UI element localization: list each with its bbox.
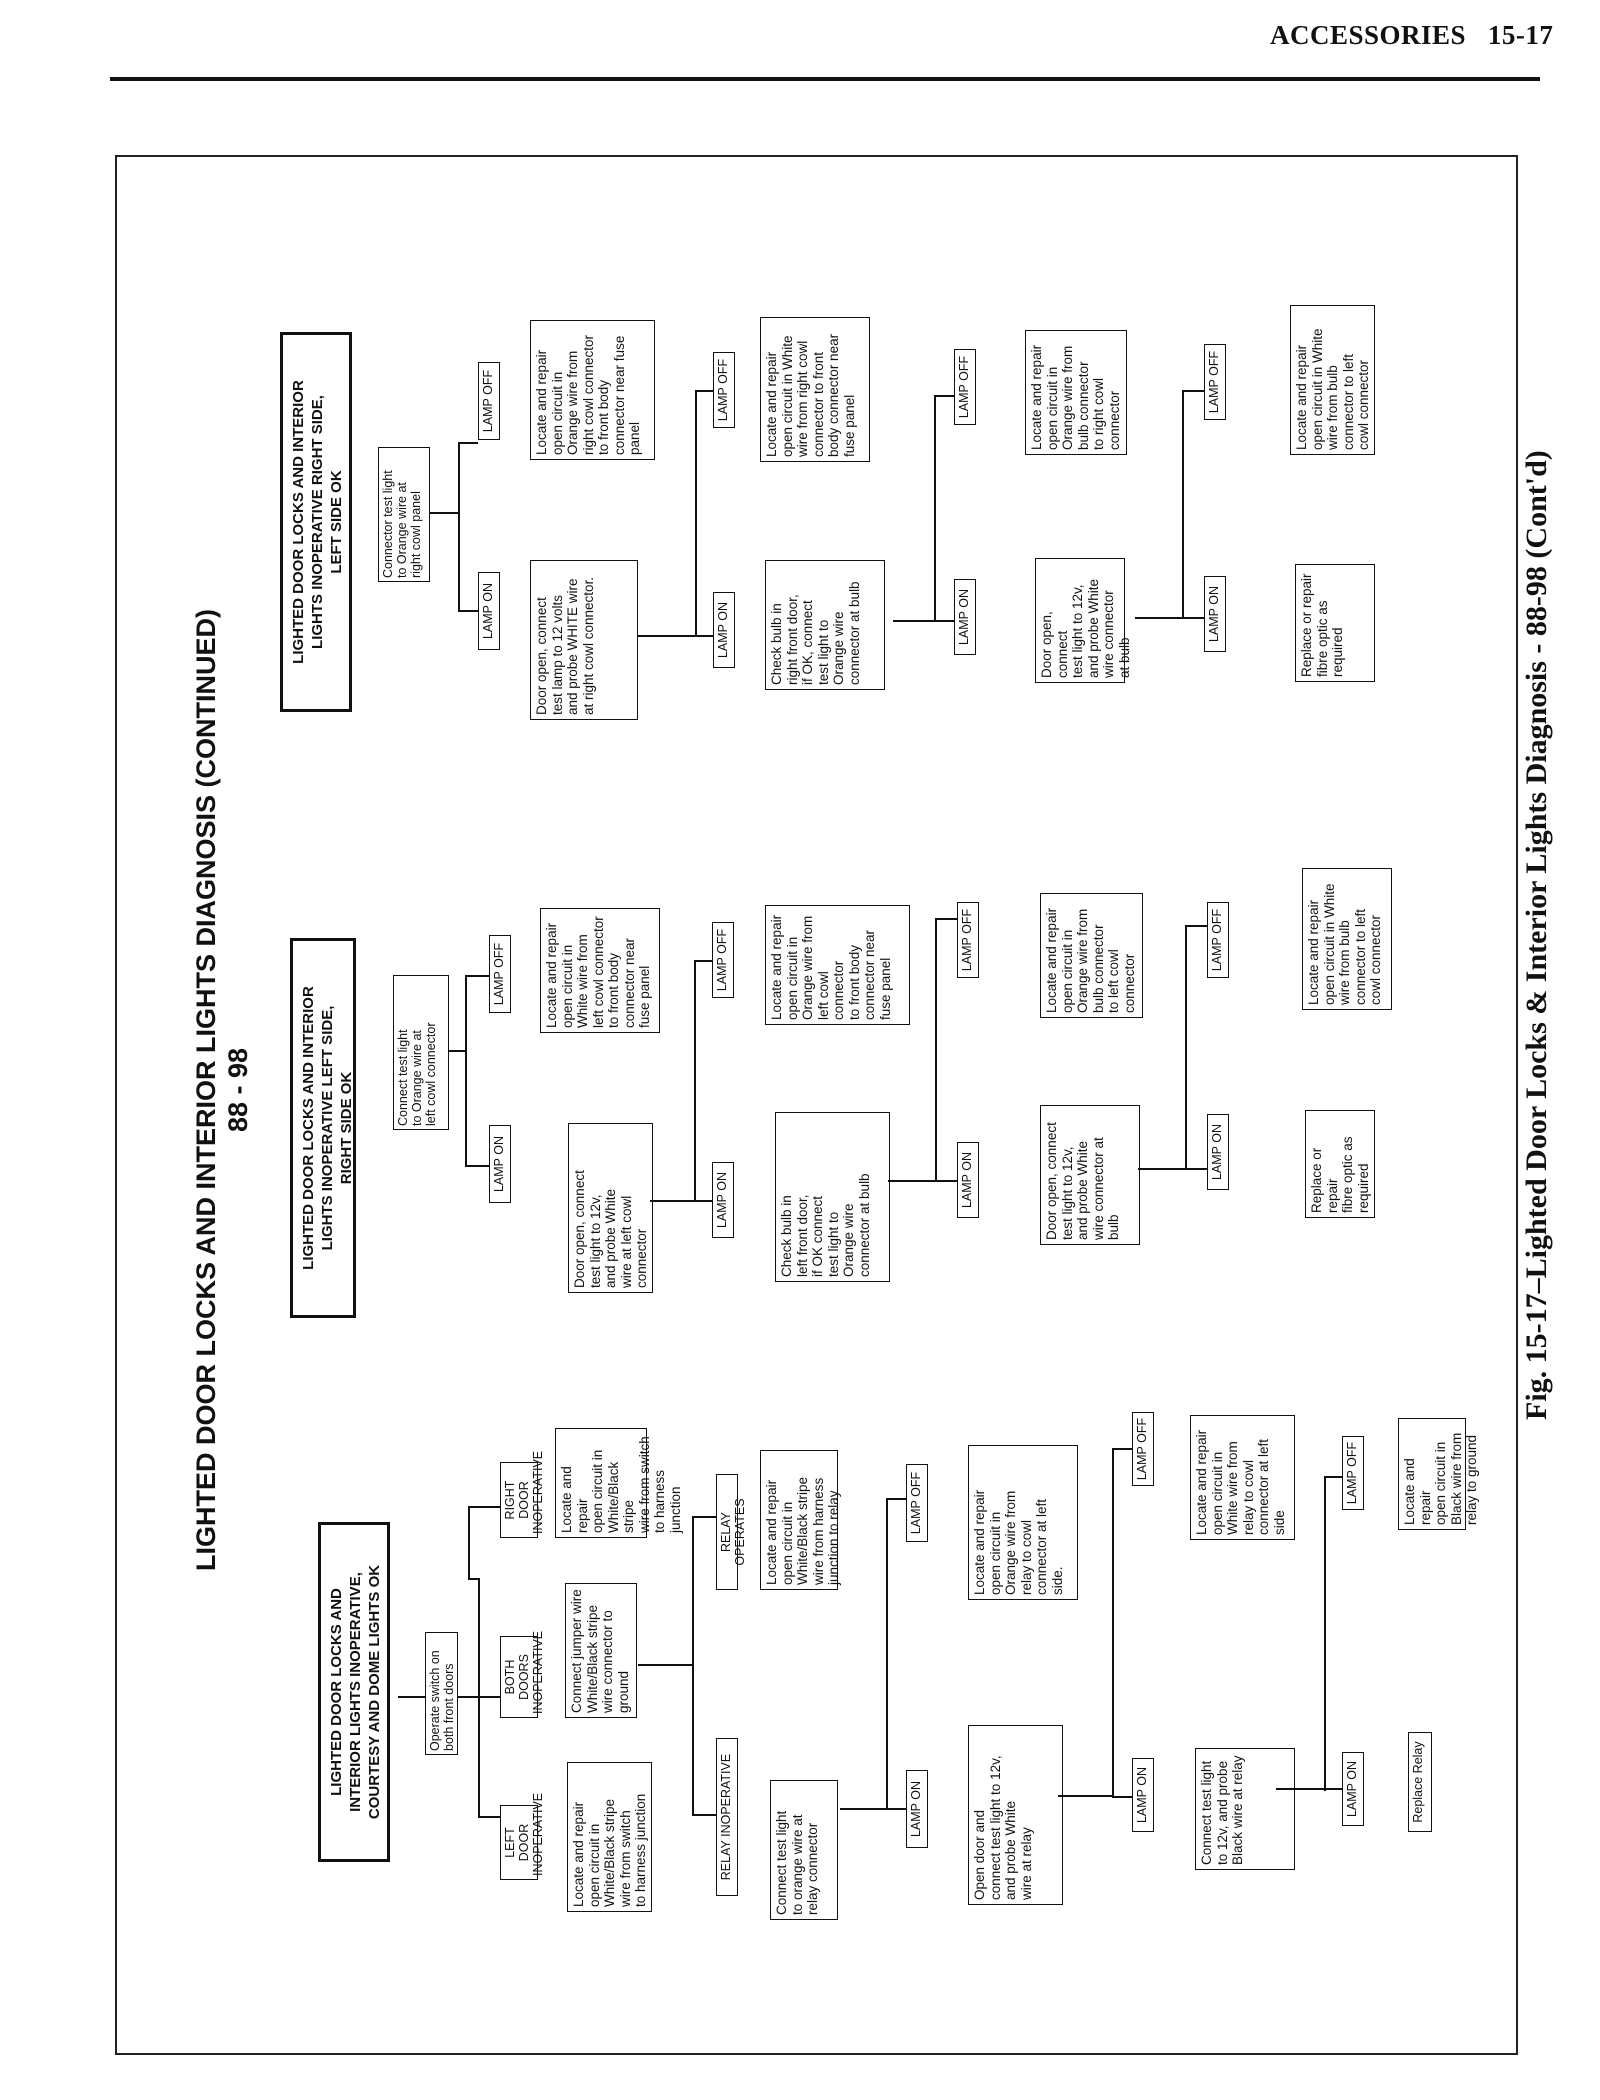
chart1-s3-lamp-on: LAMP ON bbox=[906, 1770, 928, 1848]
connector bbox=[886, 1808, 906, 1810]
connector bbox=[1112, 1796, 1132, 1798]
connector bbox=[935, 918, 937, 1182]
connector bbox=[1058, 1795, 1113, 1797]
connector bbox=[1112, 1448, 1114, 1798]
chart3-s4-lamp-off: LAMP OFF bbox=[1204, 344, 1226, 420]
chart1-s5-on-action[interactable]: Replace Relay bbox=[1408, 1732, 1432, 1832]
connector bbox=[468, 1506, 470, 1578]
chart3-s2-lamp-on: LAMP ON bbox=[713, 592, 735, 668]
connector bbox=[1182, 390, 1204, 392]
chart1-s5-off-action: Locate and repair open circuit in Black wire from relay to ground bbox=[1398, 1418, 1466, 1530]
connector bbox=[448, 1050, 466, 1052]
connector bbox=[650, 1200, 695, 1202]
connector bbox=[478, 1816, 500, 1818]
chart2-s4-on-action: Replace or repair fibre optic as required bbox=[1305, 1110, 1375, 1218]
chart2-s3-off-action: Locate and repair open circuit in Orange wire from bulb connector to left cowl connector bbox=[1040, 893, 1143, 1018]
chart3-s2-off-action: Locate and repair open circuit in White wire from right cowl connector to front body connector near fuse panel bbox=[760, 317, 870, 462]
connector bbox=[935, 918, 957, 920]
connector bbox=[692, 1814, 716, 1816]
chart2-s1-on-action: Door open, connect test light to 12v, and probe White wire at left cowl connector bbox=[568, 1123, 653, 1293]
connector bbox=[1324, 1476, 1326, 1791]
chart1-s3-lamp-off: LAMP OFF bbox=[906, 1464, 928, 1542]
connector bbox=[695, 635, 713, 637]
chart2-s1-lamp-off: LAMP OFF bbox=[489, 935, 511, 1013]
connector bbox=[458, 442, 478, 444]
chart3-s1-on-action: Door open, connect test lamp to 12 volts and probe WHITE wire at right cowl connector. bbox=[530, 560, 638, 720]
connector bbox=[465, 975, 489, 977]
chart3-s1-lamp-off: LAMP OFF bbox=[478, 362, 500, 440]
chart3-s4-off-action: Locate and repair open circuit in White wire from bulb connector to left cowl connector bbox=[1290, 305, 1375, 455]
header-page-number: 15-17 bbox=[1487, 20, 1554, 50]
connector bbox=[1112, 1448, 1132, 1450]
connector bbox=[638, 1664, 693, 1666]
chart2-s1-lamp-on: LAMP ON bbox=[489, 1125, 511, 1203]
connector bbox=[468, 1506, 500, 1508]
header-section: ACCESSORIES bbox=[1270, 20, 1467, 50]
connector bbox=[430, 512, 460, 514]
connector bbox=[1185, 925, 1207, 927]
connector bbox=[458, 1696, 500, 1698]
chart1-right-door-action: Locate and repair open circuit in White/Black stripe wire from switch to harness junction bbox=[555, 1428, 647, 1538]
chart1-s4-lamp-off: LAMP OFF bbox=[1132, 1412, 1154, 1486]
connector bbox=[398, 1696, 426, 1698]
chart2-s3-lamp-off: LAMP OFF bbox=[957, 902, 979, 978]
chart2-s2-off-action: Locate and repair open circuit in Orange wire from left cowl connector to front body connector near fuse panel bbox=[765, 905, 910, 1025]
chart3-s2-on-action: Check bulb in right front door, if OK, connect test light to Orange wire connector at bulb bbox=[765, 560, 885, 690]
chart1-both-doors-label: BOTH DOORS INOPERATIVE bbox=[500, 1636, 538, 1718]
connector bbox=[934, 620, 954, 622]
chart2-s1-off-action: Locate and repair open circuit in White wire from left cowl connector to front body connector near fuse panel bbox=[540, 908, 660, 1033]
chart1-left-door-action: Locate and repair open circuit in White/Black stripe wire from switch to harness junction bbox=[567, 1762, 652, 1912]
chart1-s4-on-action: Connect test light to 12v, and probe Black wire at relay bbox=[1195, 1748, 1295, 1870]
chart3-s3-on-action: Door open, connect test light to 12v, and probe White wire connector at bulb bbox=[1035, 558, 1125, 683]
chart2-s2-lamp-off: LAMP OFF bbox=[712, 922, 734, 998]
chart1-s3-off-action: Locate and repair open circuit in Orange wire from relay to cowl connector at left side. bbox=[968, 1445, 1078, 1600]
connector bbox=[1324, 1476, 1342, 1478]
chart3-s2-lamp-off: LAMP OFF bbox=[713, 352, 735, 428]
connector bbox=[1185, 925, 1187, 1170]
connector bbox=[694, 1200, 712, 1202]
chart1-relay-operates-action: Locate and repair open circuit in White/Black stripe wire from harness junction to relay bbox=[760, 1450, 838, 1590]
chart3-s1-lamp-on: LAMP ON bbox=[478, 572, 500, 650]
chart1-title: LIGHTED DOOR LOCKS AND INTERIOR LIGHTS INOPERATIVE, COURTESY AND DOME LIGHTS OK bbox=[318, 1522, 390, 1862]
connector bbox=[478, 1578, 480, 1818]
connector bbox=[1185, 1168, 1207, 1170]
connector bbox=[1182, 617, 1204, 619]
connector bbox=[886, 1498, 888, 1810]
figure-caption: Fig. 15-17–Lighted Door Locks & Interior Lights Diagnosis - 88-98 (Cont'd) bbox=[1520, 450, 1553, 1420]
chart3-s4-lamp-on: LAMP ON bbox=[1204, 576, 1226, 652]
chart1-relay-inoperative-action: Connect test light to orange wire at relay connector bbox=[770, 1780, 838, 1920]
chart3-s3-off-action: Locate and repair open circuit in Orange wire from bulb connector to right cowl connector bbox=[1025, 330, 1127, 455]
connector bbox=[893, 620, 935, 622]
chart2-s4-lamp-on: LAMP ON bbox=[1207, 1114, 1229, 1190]
connector bbox=[458, 610, 478, 612]
chart2-title: LIGHTED DOOR LOCKS AND INTERIOR LIGHTS INOPERATIVE LEFT SIDE, RIGHT SIDE OK bbox=[290, 938, 356, 1318]
chart1-left-door-label: LEFT DOOR INOPERATIVE bbox=[500, 1805, 538, 1880]
connector bbox=[840, 1808, 888, 1810]
chart2-s4-off-action: Locate and repair open circuit in White wire from bulb connector to left cowl connector bbox=[1302, 868, 1392, 1010]
connector bbox=[935, 1180, 957, 1182]
chart2-s2-lamp-on: LAMP ON bbox=[712, 1162, 734, 1238]
chart3-s3-lamp-on: LAMP ON bbox=[954, 579, 976, 655]
main-title: LIGHTED DOOR LOCKS AND INTERIOR LIGHTS DIAGNOSIS (CONTINUED) 88 - 98 bbox=[191, 609, 253, 1571]
connector bbox=[458, 442, 460, 612]
chart1-s3-on-action: Open door and connect test light to 12v, and probe White wire at relay bbox=[968, 1725, 1063, 1905]
chart3-s1-off-action: Locate and repair open circuit in Orange wire from right cowl connector to front body connector near fuse panel bbox=[530, 320, 655, 460]
connector bbox=[638, 635, 696, 637]
chart1-s5-lamp-on: LAMP ON bbox=[1342, 1752, 1364, 1826]
connector bbox=[1324, 1788, 1342, 1790]
connector bbox=[934, 395, 936, 622]
chart1-right-door-label: RIGHT DOOR INOPERATIVE bbox=[500, 1462, 538, 1538]
chart1-s4-off-action: Locate and repair open circuit in White wire from relay to cowl connector at left side bbox=[1190, 1415, 1295, 1540]
connector bbox=[465, 1165, 489, 1167]
chart1-both-doors-action: Connect jumper wire White/Black stripe wire connector to ground bbox=[565, 1583, 637, 1718]
connector bbox=[1182, 390, 1184, 619]
chart2-s3-lamp-on: LAMP ON bbox=[957, 1142, 979, 1218]
chart1-start-box: Operate switch on both front doors bbox=[425, 1632, 458, 1755]
connector bbox=[695, 390, 713, 392]
connector bbox=[1138, 1168, 1186, 1170]
connector bbox=[888, 1180, 936, 1182]
chart1-relay-operates-label: RELAY OPERATES bbox=[716, 1474, 738, 1590]
connector bbox=[934, 395, 954, 397]
chart3-s3-lamp-off: LAMP OFF bbox=[954, 349, 976, 425]
chart3-start-box: Connector test light to Orange wire at right cowl panel bbox=[378, 447, 430, 582]
connector bbox=[1276, 1788, 1326, 1790]
chart2-s2-on-action: Check bulb in left front door, if OK connect test light to Orange wire connector at bulb bbox=[775, 1112, 890, 1282]
chart1-relay-inoperative-label: RELAY INOPERATIVE bbox=[716, 1738, 738, 1896]
connector bbox=[692, 1516, 694, 1816]
chart3-title: LIGHTED DOOR LOCKS AND INTERIOR LIGHTS INOPERATIVE RIGHT SIDE, LEFT SIDE OK bbox=[280, 332, 352, 712]
chart1-s5-lamp-off: LAMP OFF bbox=[1342, 1436, 1364, 1510]
connector bbox=[1135, 617, 1183, 619]
connector bbox=[468, 1578, 480, 1580]
chart1-s4-lamp-on: LAMP ON bbox=[1132, 1758, 1154, 1832]
chart3-s4-on-action: Replace or repair fibre optic as required bbox=[1295, 564, 1375, 682]
connector bbox=[692, 1516, 716, 1518]
chart2-s3-on-action: Door open, connect test light to 12v, and probe White wire connector at bulb bbox=[1040, 1105, 1140, 1245]
connector bbox=[695, 390, 697, 637]
connector bbox=[886, 1498, 906, 1500]
connector bbox=[694, 960, 712, 962]
chart2-s4-lamp-off: LAMP OFF bbox=[1207, 902, 1229, 978]
connector bbox=[465, 975, 467, 1167]
connector bbox=[694, 960, 696, 1202]
chart2-start-box: Connect test light to Orange wire at left cowl connector bbox=[393, 975, 449, 1130]
